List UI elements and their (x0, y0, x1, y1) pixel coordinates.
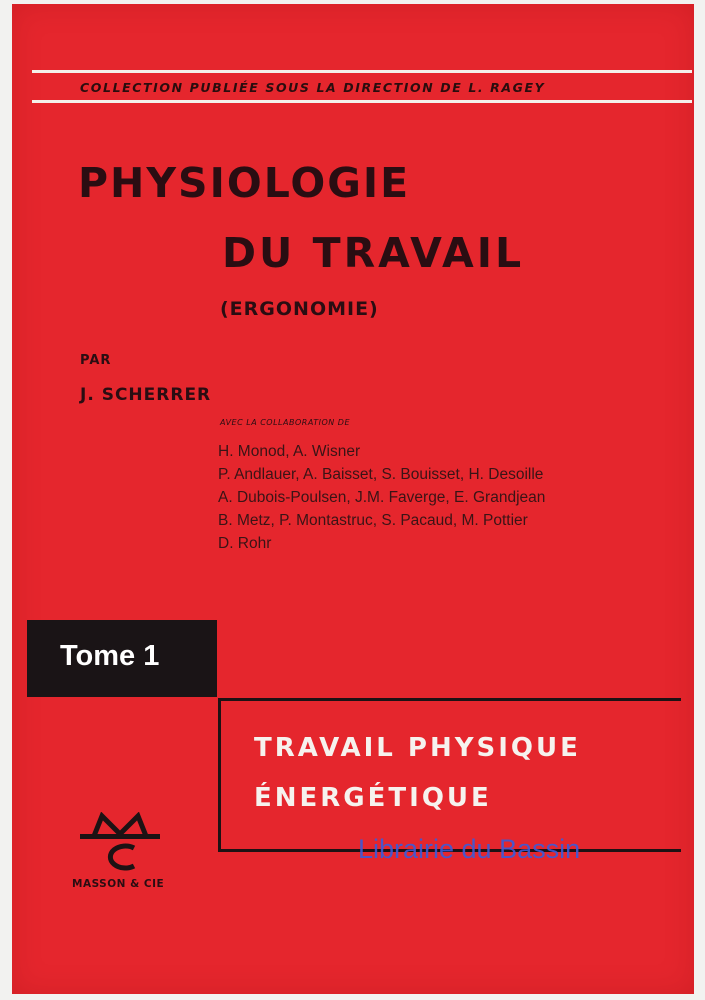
subtitle-frame (218, 698, 681, 852)
top-rule (32, 70, 692, 73)
volume-block (27, 620, 217, 697)
collaborator-line: P. Andlauer, A. Baisset, S. Bouisset, H. Desoille (218, 466, 544, 483)
publisher-name: MASSON & CIE (72, 878, 165, 890)
subtitle-line-1: TRAVAIL PHYSIQUE (254, 733, 581, 763)
collaborators-list (218, 440, 545, 555)
author: J. SCHERRER (80, 385, 212, 405)
by-label: PAR (80, 353, 112, 368)
collaborator-line: H. Monod, A. Wisner (218, 443, 361, 460)
collaborator-line: D. Rohr (218, 535, 272, 552)
volume-label: Tome 1 (60, 640, 160, 672)
publisher-logo-icon (80, 812, 160, 872)
second-rule (32, 100, 692, 103)
title-line-3: (ERGONOMIE) (220, 298, 379, 320)
collaborator-line: A. Dubois-Poulsen, J.M. Faverge, E. Grandjean (218, 489, 546, 506)
title-line-1: PHYSIOLOGIE (78, 159, 411, 207)
collaborator-line: B. Metz, P. Montastruc, S. Pacaud, M. Pottier (218, 512, 528, 529)
subtitle-line-2: ÉNERGÉTIQUE (254, 783, 492, 813)
series-line: COLLECTION PUBLIÉE SOUS LA DIRECTION DE L. RAGEY (80, 80, 546, 95)
book-cover (12, 4, 694, 994)
watermark: Librairie du Bassin (358, 834, 581, 864)
title-line-2: DU TRAVAIL (222, 229, 525, 277)
collaboration-label: AVEC LA COLLABORATION DE (220, 418, 350, 427)
